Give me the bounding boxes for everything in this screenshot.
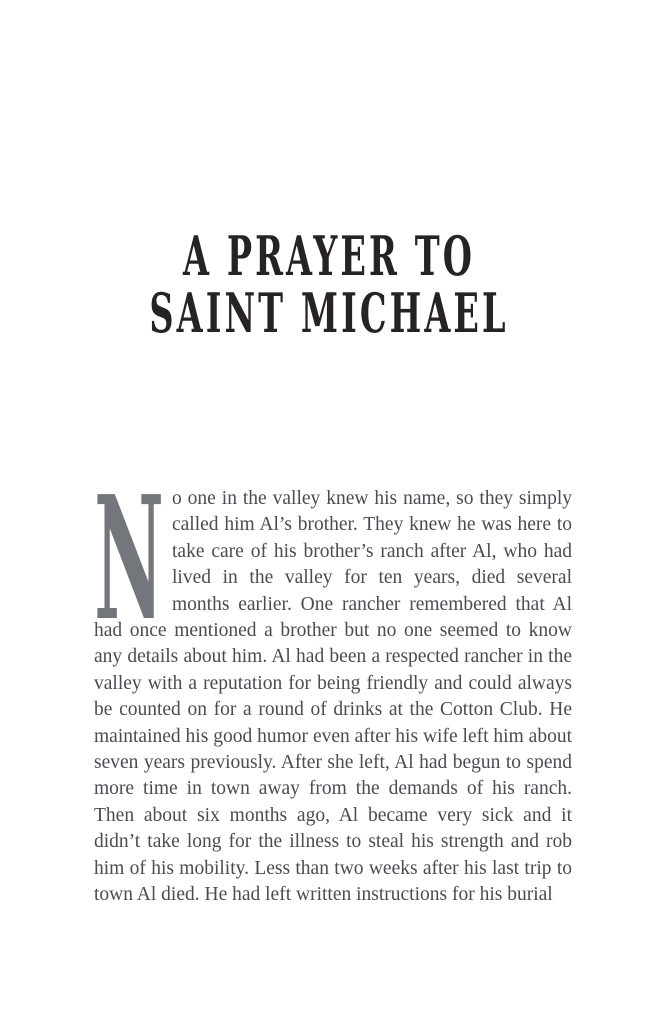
paragraph-text: o one in the valley knew his name, so they simply called him Al’s brother. They knew he was here to take care of his brother’s ranch after Al, who had lived in the valley for ten years, died several months earlier. One rancher remembered that Al had once mentioned a brother but no one seemed to know any details about him. Al had been a respected rancher in the valley with a reputation for being friendly and could always be counted on for a round of drinks at the Cotton Club. He maintained his good humor even after his wife left him about seven years previously. After she left, Al had begun to spend more time in town away from the demands of his ranch. Then about six months ago, Al became very sick and it didn’t take long for the illness to steal his strength and rob him of his mobility. Less than two weeks after his last trip to town Al died. He had left written instructions for his burial [94,488,572,906]
drop-cap-glyph: N [94,459,164,659]
chapter-title-line-1: A PRAYER TO [182,224,476,288]
drop-cap [94,459,164,659]
paragraph [94,459,572,909]
chapter-title [0,0,658,345]
chapter-title-line-2: SAINT MICHAEL [149,281,509,345]
